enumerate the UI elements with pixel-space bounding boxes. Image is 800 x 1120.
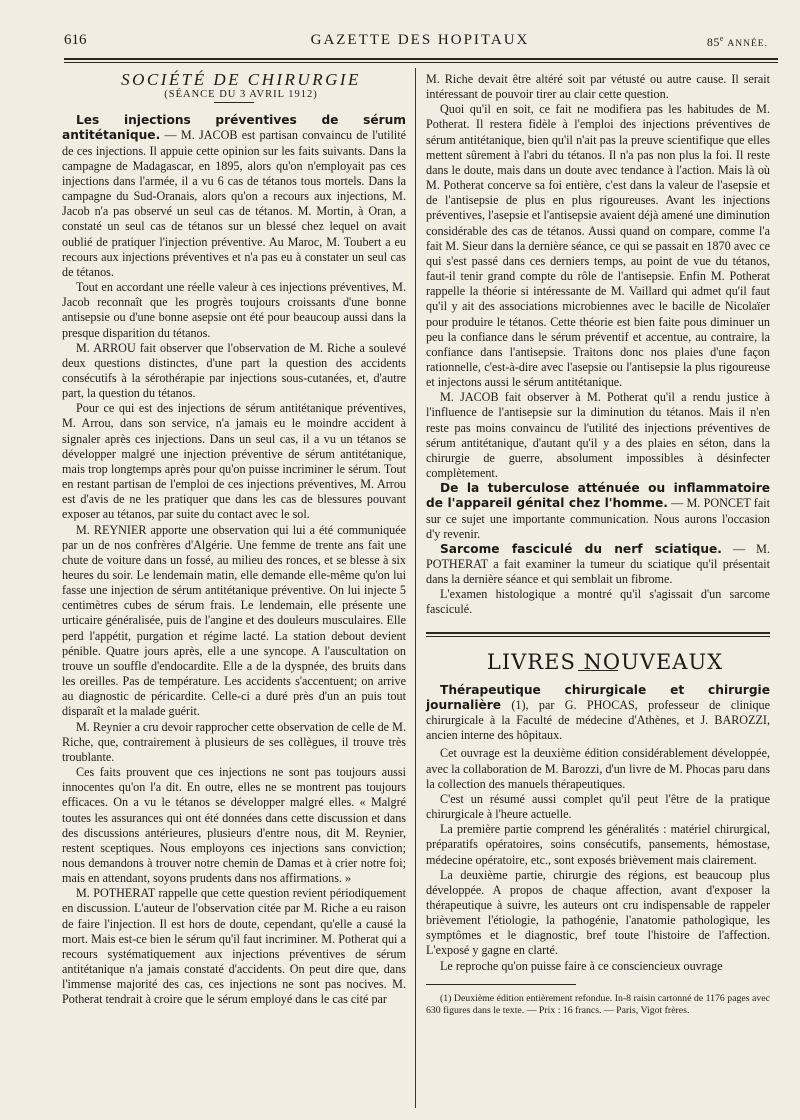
footnote-rule (426, 984, 576, 985)
footnote-ref: (1), (501, 697, 539, 712)
book-entry (426, 683, 770, 744)
book-byline: par G. PHOCAS, professeur de clinique chirurgicale à la Faculté de médecine d'Athènes, et J. BAROZZI, ancien interne des hôpitaux. (426, 697, 770, 743)
paragraph: M. Reynier a cru devoir rapprocher cette observation de celle de M. Riche, que, contrairement à plusieurs de ses collègues, il trouve très troublante. (62, 719, 406, 764)
header-rule (64, 58, 778, 60)
page-number: 616 (64, 32, 87, 48)
title-rule (214, 102, 254, 103)
paragraph-jacob (62, 113, 406, 280)
paragraph: La deuxième partie, chirurgie des régions, est beaucoup plus développée. A propos de chaque affection, avant d'exposer la thérapeutique à suivre, les auteurs ont cru indispensable de rappeler brièvement l'étiologie, la pathogénie, l'anatomie pathologique, les symptômes et le diagnostic, bref toute l'histoire de l'affection. L'exposé y gagne en clarté. (426, 867, 770, 958)
journal-title: GAZETTE DES HOPITAUX (310, 32, 530, 48)
page-header (60, 30, 780, 50)
paragraph: L'examen histologique a montré qu'il s'agissait d'un sarcome fasciculé. (426, 587, 770, 617)
paragraph-tuberculose-text: — M. PONCET fait sur ce sujet une importante communication. Nous aurons l'occasion d'y revenir. (426, 496, 770, 541)
paragraph: M. ARROU fait observer que l'observation de M. Riche a soulevé deux questions distinctes, d'une part la question des accidents consécutifs à la sérothérapie par injections sous-cutanées, et, d'autre part, la question du tétanos. (62, 340, 406, 401)
paragraph: Ces faits prouvent que ces injections ne sont pas toujours aussi innocentes qu'on l'a dit. En outre, elles ne se montrent pas toujours efficaces. On a vu le tétanos se développer malgré elles. « Malgré toutes les assurances qui ont été données dans cette discussion et dans des discussions antérieures, plusieurs d'entre nous, dit M. Reynier, restent sceptiques. Nous employons ces injections sans conviction; nous demandons à trouver notre chemin de Damas et à crier notre foi; mais en attendant, soyons prudents dans nos affirmations. » (62, 765, 406, 886)
paragraph-sarcome-text: — M. POTHERAT a fait examiner la tumeur du sciatique qu'il présentait dans la dernière séance et qui semblait un fibrome. (426, 541, 770, 587)
paragraph: Quoi qu'il en soit, ce fait ne modifiera pas les habitudes de M. Potherat. Il restera fidèle à l'emploi des injections préventives de sérum antitétanique, bien qu'il n'ait pas la preuve scientifique que elles mettent sûrement à l'abri du tétanos. Il n'a pas non plus la foi. Il reste dans le doute, mais dans un doute avec tendance à l'action. Mais là où M. Potherat concerve sa foi entière, c'est dans la valeur de l'asepsie et de l'antisepsie de plus en plus rigoureuses. Avant les injections préventives, l'asepsie et l'antisepsie avaient déjà amené une diminution considérable des cas de tétanos. Aussi quand on compare, comme l'a fait M. Sieur dans la dernière séance, ce qui se passait en 1870 avec ce qui s'est passé dans ces derniers temps, au point de vue du tétanos, faut-il tenir grand compte du rôle de l'antisepsie. Enfin M. Potherat rappelle la théorie si intéressante de M. Vaillard qui admet qu'il faut qu'il y ait des associations microbiennes avec le bacille de Nicolaïer pour produire le tétanos. Cette théorie est bien faite pous diminuer un peu la confiance dans le sérum préventif et accentue, au contraire, la confiance dans l'antisepsie. Traitons donc nos plaies d'une façon rationnelle, c'est-à-dire avec l'asepsie ou l'antisepsie la plus rigoureuse et injectons aussi le sérum antitétanique. (426, 102, 770, 390)
year-word: ANNÉE. (727, 39, 768, 49)
session-date: (SÉANCE DU 3 AVRIL 1912) (164, 89, 318, 101)
paragraph: C'est un résumé aussi complet qu'il peut l'être de la pratique chirurgicale à l'heure actuelle. (426, 791, 770, 822)
section-heading-tuberculose: De la tuberculose atténuée ou inflammatoire de l'appareil génital chez l'homme. (426, 481, 770, 511)
books-section-title: LIVRES NOUVEAUX (486, 649, 724, 674)
section-rule (426, 632, 770, 634)
section-heading-serum: Les injections préventives de sérum antitétanique. (62, 113, 406, 143)
paragraph: M. JACOB fait observer à M. Potherat qu'il a rendu justice à l'influence de l'antisepsie sur la diminution du tétanos. Mais il n'en reste pas moins convaincu de l'utilité des injections préventives de sérum antitétanique, d'autant qu'il y a des plaies en séton, dans la chirurgie de guerre, absolument impossibles à désinfecter complètement. (426, 390, 770, 481)
year-sup: e (719, 34, 724, 43)
right-column (426, 72, 770, 1017)
paragraph-jacob-text: — M. JACOB est partisan convaincu de l'utilité de ces injections. Il appuie cette opinion sur les faits suivants. Dans la campagne de Madagascar, en 1895, alors qu'on n'employait pas ces injections dans l'armée, il a vu 6 cas de tétanos tous mortels. Dans la campagne du Sud-Oranais, alors qu'on a recours aux injections, M. Jacob n'a pas observé un seul cas de tétanos. M. Mortin, à Oran, a constaté un seul cas de tétanos sur un blessé chez lequel on avait oublié de pratiquer l'injection préventive. Au Maroc, M. Toubert a eu recours aux injections préventives et n'a pas eu à constater un seul cas de tétanos. (62, 128, 406, 279)
paragraph: Pour ce qui est des injections de sérum antitétanique préventives, M. Arrou, dans son service, n'a jamais eu le moindre accident à signaler après ces injections. Dans un seul cas, il a vu un tétanos se développer malgré une injection préventive de sérum antitétanique, mais trop longtemps après pour qu'on puisse incriminer le sérum. Tout en restant partisan de l'emploi de ces injections préventives, M. Arrou est d'avis de ne les pratiquer que dans les cas de blessures pouvant exposer au tétanos, par suite du contact avec le sol. (62, 401, 406, 522)
left-column (62, 72, 406, 1008)
book-title: Thérapeutique chirurgicale et chirurgie journalière (426, 682, 770, 712)
column-divider (415, 68, 416, 1108)
paragraph: Cet ouvrage est la deuxième édition considérablement développée, avec la collaboration de M. Barozzi, d'un livre de M. Phocas paru dans la collection des manuels thérapeutiques. (426, 746, 770, 791)
paragraph: Tout en accordant une réelle valeur à ces injections préventives, M. Jacob reconnaît que les progrès toujours croissants d'une bonne antisepsie ou d'une bonne asepsie ont été pour beaucoup aussi dans la presque disparition du tétanos. (62, 280, 406, 340)
paragraph: M. Riche devait être altéré soit par vétusté ou autre cause. Il serait intéressant de pouvoir tirer au clair cette question. (426, 72, 770, 102)
header-rule-thin (64, 62, 778, 63)
paragraph-sarcome (426, 542, 770, 587)
paragraph: La première partie comprend les généralités : matériel chirurgical, préparatifs opératoires, soins consécutifs, pansements, hémostase, médecine opératoire, etc., sont exposés brièvement mais clairement. (426, 822, 770, 867)
section-rule-thin (426, 636, 770, 637)
footnote: (1) Deuxième édition entièrement refondue. In-8 raisin cartonné de 1176 pages avec 630 figures dans le texte. — Prix : 16 francs. — Paris, Vigot frères. (426, 992, 770, 1016)
society-title: SOCIÉTÉ DE CHIRURGIE (121, 70, 361, 89)
paragraph: Le reproche qu'on puisse faire à ce consciencieux ouvrage (440, 958, 723, 973)
year-label (707, 34, 768, 50)
paragraph-tuberculose (426, 481, 770, 542)
year-number: 85 (706, 35, 720, 49)
paragraph: M. REYNIER apporte une observation qui lui a été communiquée par un de nos confrères d'Algérie. Une femme de trente ans fait une chute de voiture dans un fossé, au milieu des ronces, et se blesse à six heures du soir. Le lendemain matin, elle demande elle-même qu'on lui fasse une injection de sérum antitétanique préventive. On lui injecte 5 centimètres cubes de sérum frais. Le lendemain, elle présente une urticaire généralisée, puis de l'angine et des douleurs musculaires. Elle perd l'appétit, purgation et régime lacté. La station debout devient pénible. Quatre jours après, elle a une syncope. A l'auscultation on trouve un souffle d'endocardite. Elle a de la dyspnée, des bruits dans les oreilles. Pas de température. Les accidents s'accentuent; on arrive au diagnostic de péricardite. Celle-ci a duré près d'un an puis tout disparaît et la malade guérit. (62, 522, 406, 719)
paragraph: M. POTHERAT rappelle que cette question revient périodiquement en discussion. L'auteur de l'observation citée par M. Riche a eu raison de faire l'injection. Il est hors de doute, cependant, qu'elle a causé la mort. Mais est-ce bien le sérum qu'il faut incriminer. M. Potherat qui a recours systématiquement aux injections préventives de sérum antitétanique n'a jamais constaté d'accidents. On peut dire que, dans l'immense majorité des cas, ces injections ne sont pas nocives. M. Potherat tendrait à croire que le sérum employé dans le cas cité par (62, 886, 406, 1007)
section-heading-sarcome: Sarcome fasciculé du nerf sciatique. (440, 541, 722, 556)
